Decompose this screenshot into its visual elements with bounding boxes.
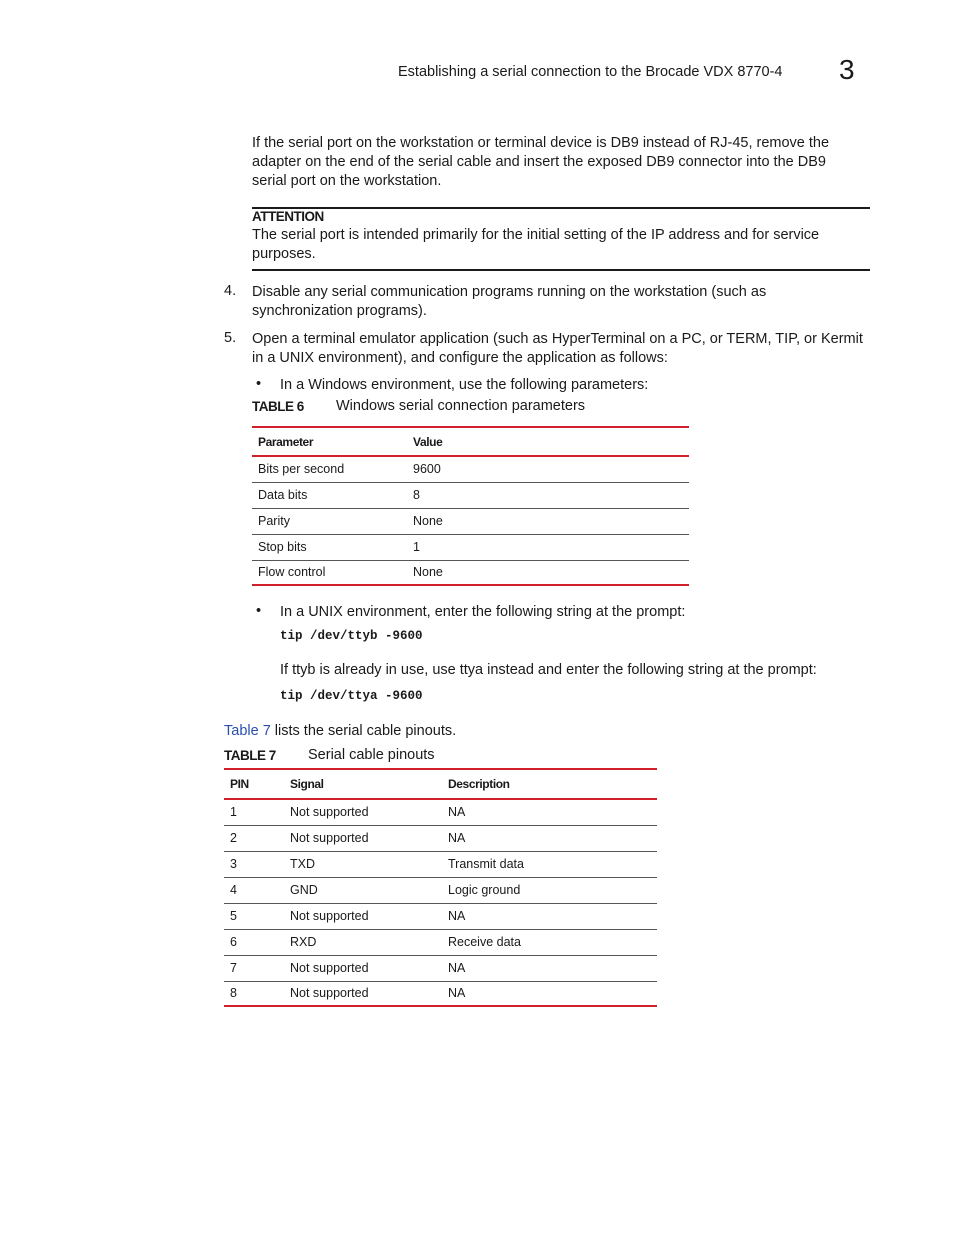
table-cell: Bits per second: [258, 462, 345, 477]
column-header: Signal: [290, 777, 324, 791]
unix-note: If ttyb is already in use, use ttya instead and enter the following string at the prompt:: [280, 662, 817, 678]
table-cell: Transmit data: [448, 857, 524, 871]
table7-link[interactable]: Table 7: [224, 723, 271, 739]
attention-text: The serial port is intended primarily for the initial setting of the IP address and for service purposes.: [252, 227, 820, 262]
table-cell: Not supported: [290, 961, 369, 975]
table-row: [224, 929, 657, 955]
table-row: [224, 799, 657, 825]
table-cell: Not supported: [290, 909, 369, 923]
command-ttya: tip /dev/ttya -9600: [280, 689, 423, 703]
table-cell: NA: [448, 961, 466, 975]
table-cell: Not supported: [290, 986, 369, 1001]
table-cell: NA: [448, 831, 466, 845]
bullet-icon: •: [256, 603, 262, 619]
table-cell: 3: [230, 857, 237, 871]
table-cell: None: [413, 514, 443, 528]
table-cell: 1: [230, 805, 237, 820]
table-cell: NA: [448, 986, 466, 1001]
table6-title: Windows serial connection parameters: [336, 398, 586, 414]
table-cell: None: [413, 565, 443, 580]
table-row: [252, 534, 689, 560]
step-text: Disable any serial communication programs running on the workstation (such as synchronization programs).: [252, 284, 767, 319]
table-cell: 9600: [413, 462, 441, 477]
chapter-number: 3: [839, 54, 855, 85]
table-cell: Data bits: [258, 488, 308, 502]
table-cell: NA: [448, 805, 466, 820]
bullet-icon: •: [256, 376, 262, 392]
table-row: [224, 981, 657, 1006]
attention-bottom-rule: [252, 269, 870, 271]
table-cell: NA: [448, 909, 466, 923]
table-cell: 7: [230, 961, 237, 975]
table-row: [224, 877, 657, 903]
step-number: 4.: [224, 283, 237, 299]
table-row: [252, 508, 689, 534]
table6: [252, 426, 689, 586]
table-cell: 4: [230, 883, 237, 897]
table-cell: GND: [290, 883, 318, 897]
table-cell: Not supported: [290, 805, 369, 820]
table-cell: TXD: [290, 857, 315, 871]
table-cell: 2: [230, 831, 237, 845]
column-header: PIN: [230, 777, 249, 791]
table-cell: 5: [230, 909, 237, 923]
table-cell: Receive data: [448, 935, 521, 949]
table7-reference-text: lists the serial cable pinouts.: [270, 723, 457, 739]
table-cell: Logic ground: [448, 883, 521, 897]
table-cell: 1: [413, 540, 420, 554]
table7-title: Serial cable pinouts: [308, 747, 435, 763]
table-row: [252, 456, 689, 482]
table-row: [252, 482, 689, 508]
column-header: Description: [448, 777, 510, 791]
table6-label: TABLE 6: [252, 399, 304, 414]
table7-label: TABLE 7: [224, 748, 276, 763]
table-cell: Parity: [258, 514, 290, 528]
running-header-title: Establishing a serial connection to the Brocade VDX 8770-4: [398, 64, 783, 80]
column-header: Value: [413, 434, 443, 449]
table7: [224, 768, 657, 1007]
step-text: Open a terminal emulator application (such as HyperTerminal on a PC, or TERM, TIP, or Kermit in a UNIX environment), and configure the application as follows:: [252, 331, 863, 366]
table-header-row: [224, 769, 657, 799]
table-cell: RXD: [290, 935, 317, 949]
table7-reference: [224, 722, 456, 741]
table-cell: 6: [230, 935, 237, 949]
table-row: [224, 903, 657, 929]
table-row: [224, 851, 657, 877]
bullet-unix: In a UNIX environment, enter the following string at the prompt:: [280, 604, 686, 620]
table-row: [224, 955, 657, 981]
table-row: [252, 560, 689, 585]
table-cell: 8: [230, 986, 237, 1001]
column-header: Parameter: [258, 434, 314, 449]
table-cell: Not supported: [290, 831, 369, 845]
step-number: 5.: [224, 330, 237, 346]
bullet-windows: In a Windows environment, use the following parameters:: [280, 377, 649, 393]
table-cell: Stop bits: [258, 540, 307, 554]
attention-top-rule: [252, 207, 870, 209]
attention-label: ATTENTION: [252, 209, 324, 224]
intro-paragraph: If the serial port on the workstation or terminal device is DB9 instead of RJ-45, remove the adapter on the end of the serial cable and insert the exposed DB9 connector into the DB9 serial port on the workstation.: [252, 135, 830, 189]
command-ttyb: tip /dev/ttyb -9600: [280, 629, 423, 643]
table-cell: 8: [413, 488, 420, 502]
table-cell: Flow control: [258, 565, 326, 580]
table-row: [224, 825, 657, 851]
table-header-row: [252, 427, 689, 456]
